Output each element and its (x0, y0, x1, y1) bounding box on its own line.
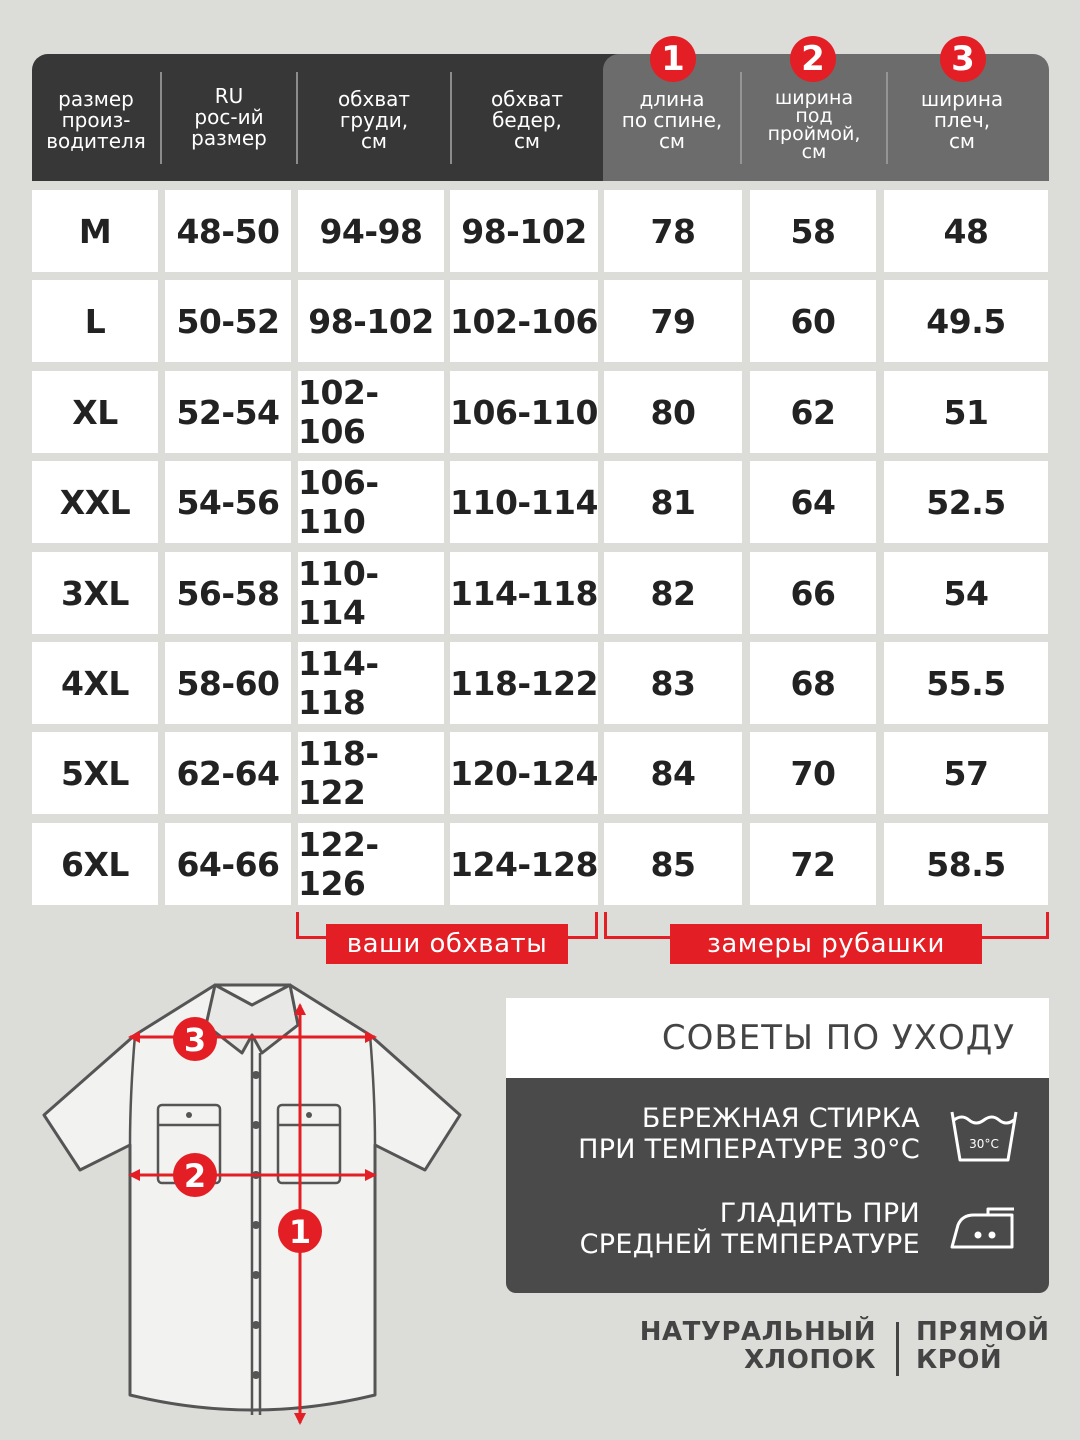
table-cell: 58 (750, 190, 876, 272)
table-cell: 120-124 (450, 732, 598, 814)
header-chest: обхват груди, см (337, 87, 411, 153)
care-title: СОВЕТЫ ПО УХОДУ (506, 998, 1049, 1078)
table-cell: 70 (750, 732, 876, 814)
table-cell: 79 (604, 280, 742, 362)
table-cell: 94-98 (298, 190, 444, 272)
table-cell: 110-114 (450, 461, 598, 543)
badge-shoulder-width: 3 (940, 36, 986, 82)
table-cell: 83 (604, 642, 742, 724)
table-cell: 58.5 (884, 823, 1048, 905)
table-cell: 72 (750, 823, 876, 905)
wash-temp-label: 30°C (969, 1137, 999, 1151)
bracket-tick (604, 912, 607, 938)
care-iron-text: ГЛАДИТЬ ПРИ СРЕДНЕЙ ТЕМПЕРАТУРЕ (579, 1198, 920, 1260)
feature-divider (896, 1322, 899, 1376)
table-cell: 114-118 (298, 642, 444, 724)
diagram-badge-shoulder: 3 (183, 1021, 207, 1059)
badge-back-length: 1 (650, 36, 696, 82)
header-hips: обхват бедер, см (490, 87, 564, 153)
table-cell: 82 (604, 552, 742, 634)
table-cell: 62 (750, 371, 876, 453)
table-cell: 106-110 (450, 371, 598, 453)
table-cell: 64 (750, 461, 876, 543)
size-cell: XL (32, 371, 158, 453)
table-cell: 51 (884, 371, 1048, 453)
table-cell: 49.5 (884, 280, 1048, 362)
header-back-length: длина по спине, см (621, 87, 723, 153)
label-shirt-measurements: замеры рубашки (670, 924, 982, 964)
feature-cut: ПРЯМОЙ КРОЙ (916, 1317, 1050, 1375)
table-cell: 110-114 (298, 552, 444, 634)
size-cell: L (32, 280, 158, 362)
table-cell: 68 (750, 642, 876, 724)
care-wash-text: БЕРЕЖНАЯ СТИРКА ПРИ ТЕМПЕРАТУРЕ 30°С (578, 1103, 920, 1165)
table-cell: 98-102 (450, 190, 598, 272)
feature-material: НАТУРАЛЬНЫЙ ХЛОПОК (639, 1317, 876, 1375)
table-cell: 80 (604, 371, 742, 453)
table-cell: 54 (884, 552, 1048, 634)
table-cell: 84 (604, 732, 742, 814)
table-cell: 114-118 (450, 552, 598, 634)
size-cell: XXL (32, 461, 158, 543)
badge-armhole-width: 2 (790, 36, 836, 82)
table-cell: 102-106 (298, 371, 444, 453)
size-cell: 4XL (32, 642, 158, 724)
table-cell: 50-52 (165, 280, 291, 362)
header-armhole-width: ширина под проймой, см (767, 86, 861, 163)
table-cell: 122-126 (298, 823, 444, 905)
table-cell: 58-60 (165, 642, 291, 724)
diagram-badge-armhole: 2 (183, 1157, 207, 1195)
table-cell: 56-58 (165, 552, 291, 634)
header-ru-size: RU рос-ий размер (191, 84, 267, 150)
bracket-left-tick (296, 912, 299, 938)
table-cell: 85 (604, 823, 742, 905)
table-cell: 81 (604, 461, 742, 543)
table-cell: 102-106 (450, 280, 598, 362)
shirt-diagram (30, 975, 480, 1435)
table-cell: 106-110 (298, 461, 444, 543)
table-cell: 54-56 (165, 461, 291, 543)
size-cell: 6XL (32, 823, 158, 905)
table-cell: 48-50 (165, 190, 291, 272)
size-cell: 5XL (32, 732, 158, 814)
table-cell: 66 (750, 552, 876, 634)
table-cell: 55.5 (884, 642, 1048, 724)
diagram-badge-length: 1 (288, 1213, 312, 1251)
table-cell: 78 (604, 190, 742, 272)
wash-30-icon (948, 1104, 1020, 1166)
header-manufacturer-size: размер произ- водителя (46, 87, 146, 153)
table-cell: 118-122 (298, 732, 444, 814)
table-cell: 57 (884, 732, 1048, 814)
table-cell: 62-64 (165, 732, 291, 814)
table-cell: 60 (750, 280, 876, 362)
bracket-tick (1046, 912, 1049, 938)
table-cell: 118-122 (450, 642, 598, 724)
table-cell: 48 (884, 190, 1048, 272)
label-your-measurements: ваши обхваты (326, 924, 568, 964)
size-cell: M (32, 190, 158, 272)
size-cell: 3XL (32, 552, 158, 634)
table-cell: 52.5 (884, 461, 1048, 543)
bracket-tick (595, 912, 598, 938)
table-cell: 52-54 (165, 371, 291, 453)
table-cell: 98-102 (298, 280, 444, 362)
table-cell: 124-128 (450, 823, 598, 905)
table-cell: 64-66 (165, 823, 291, 905)
iron-medium-icon (948, 1205, 1020, 1253)
header-shoulder-width: ширина плеч, см (920, 87, 1004, 153)
